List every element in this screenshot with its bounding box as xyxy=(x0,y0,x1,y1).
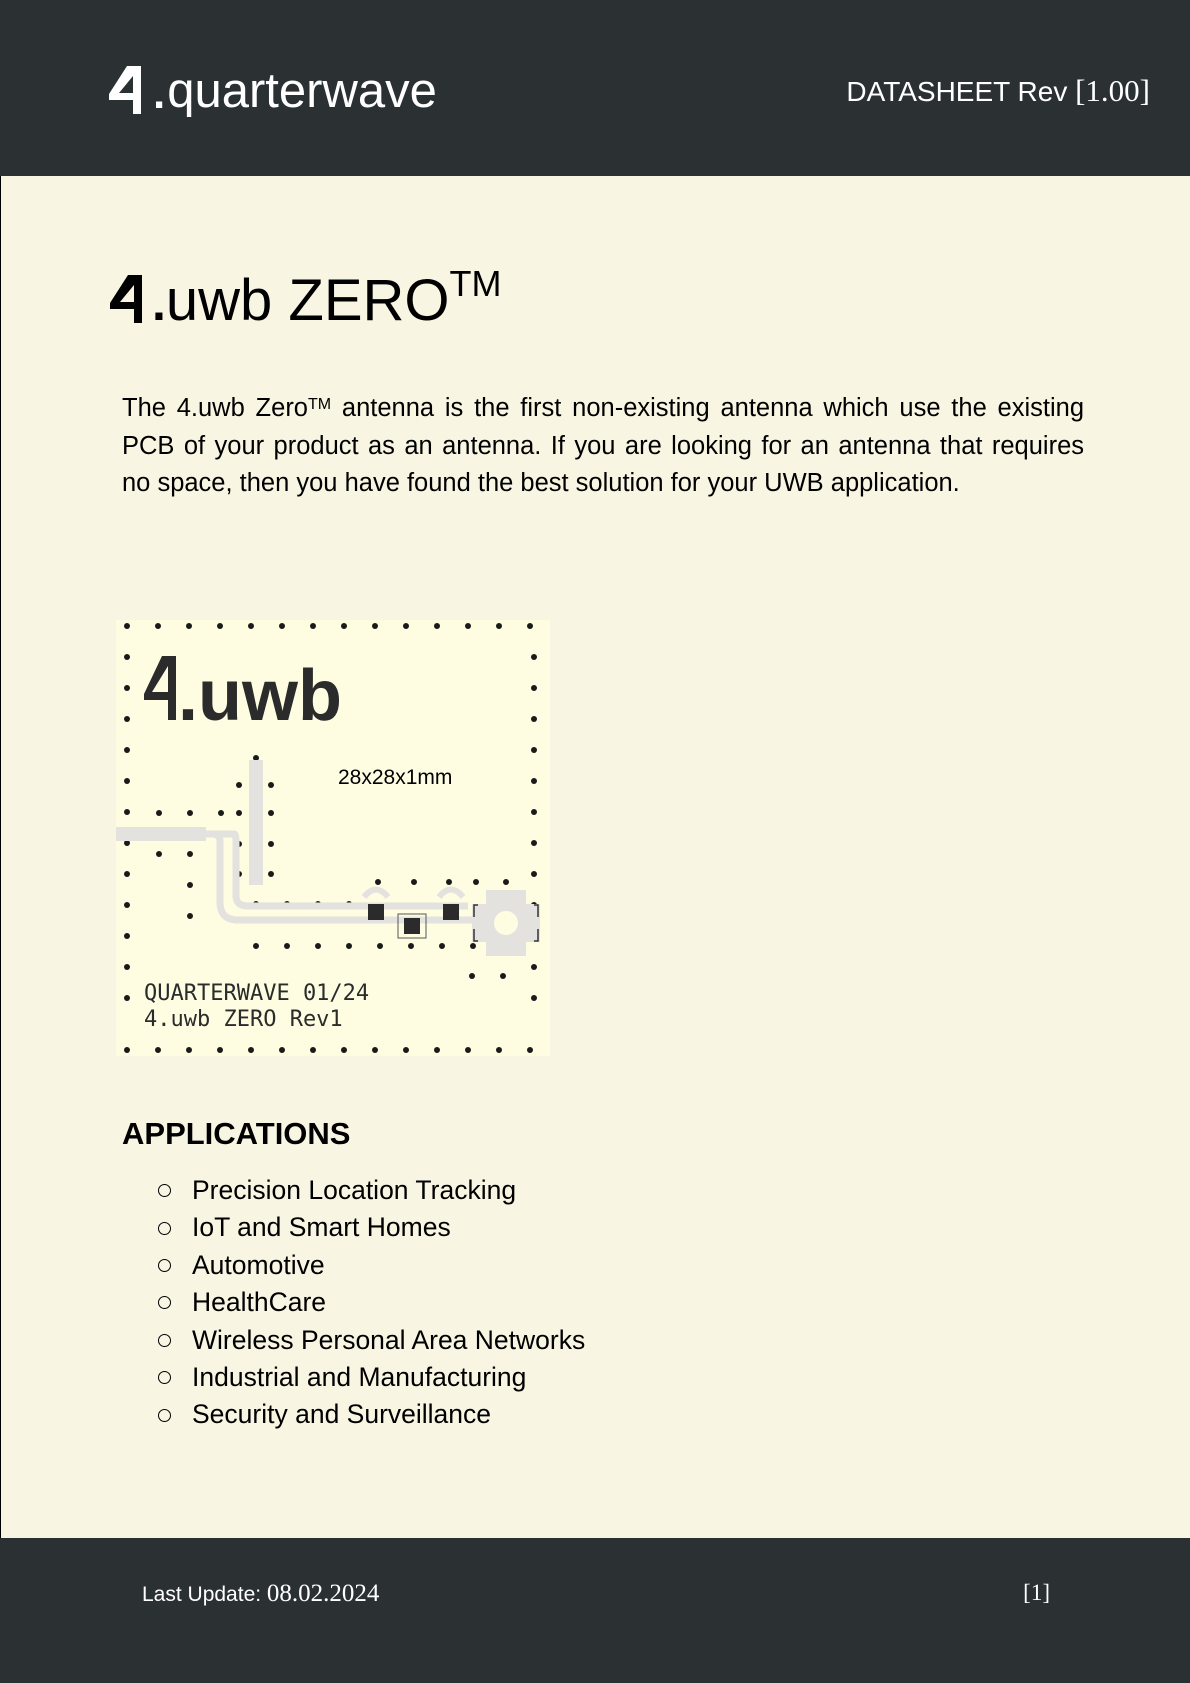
pcb-via xyxy=(124,1047,130,1053)
intro-text-start: The 4.uwb Zero xyxy=(122,394,308,422)
pcb-via xyxy=(403,623,409,629)
pcb-via xyxy=(268,871,274,877)
pcb-layout-drawing xyxy=(116,620,550,1056)
bullet-icon xyxy=(158,1184,171,1197)
pcb-via xyxy=(439,943,445,949)
bullet-icon xyxy=(158,1222,171,1235)
list-item-label: IoT and Smart Homes xyxy=(192,1212,451,1243)
pcb-via xyxy=(377,943,383,949)
list-item-label: Industrial and Manufacturing xyxy=(192,1362,527,1393)
list-item-label: Security and Surveillance xyxy=(192,1399,492,1430)
last-update-label: Last Update: xyxy=(142,1583,267,1606)
bullet-icon xyxy=(158,1259,171,1272)
pcb-via xyxy=(408,943,414,949)
pcb-via xyxy=(155,1047,161,1053)
brand-dot: . xyxy=(153,69,166,118)
intro-text-rest: antenna is the first non-existing antenna which use the existing PCB of your product as an antenna. If you are looking for an antenna that requires no space, then you have found the best solution for your UWB application. xyxy=(122,394,1084,497)
list-item xyxy=(158,1396,585,1433)
pcb-via xyxy=(124,995,130,1001)
pcb-via xyxy=(124,809,130,815)
list-item-label: Automotive xyxy=(192,1249,325,1280)
pcb-via xyxy=(346,943,352,949)
pcb-via xyxy=(531,778,537,784)
pcb-connector xyxy=(472,890,540,956)
pcb-silkscreen-line1: QUARTERWAVE 01/24 xyxy=(144,981,370,1006)
pcb-via xyxy=(124,778,130,784)
pcb-via xyxy=(156,810,162,816)
pcb-via xyxy=(531,809,537,815)
pcb-via xyxy=(527,623,533,629)
pcb-via xyxy=(531,747,537,753)
pcb-via xyxy=(268,810,274,816)
brand-logo xyxy=(107,56,437,116)
pcb-via xyxy=(310,623,316,629)
revision-label: DATASHEET Rev xyxy=(846,76,1076,107)
pcb-via xyxy=(279,1047,285,1053)
pcb-via xyxy=(124,933,130,939)
product-title-dot: . xyxy=(152,275,166,331)
pcb-via xyxy=(531,995,537,1001)
bullet-icon xyxy=(158,1334,171,1347)
revision-value: [1.00] xyxy=(1075,73,1150,108)
pcb-via xyxy=(375,879,381,885)
page-header xyxy=(0,0,1190,176)
bullet-icon xyxy=(158,1409,171,1422)
pcb-via xyxy=(403,1047,409,1053)
bullet-icon xyxy=(158,1296,171,1309)
pcb-via xyxy=(124,654,130,660)
pcb-via xyxy=(186,623,192,629)
pcb-via xyxy=(372,623,378,629)
pcb-via xyxy=(531,685,537,691)
product-title xyxy=(108,263,502,333)
pcb-via xyxy=(527,1047,533,1053)
intro-trademark: TM xyxy=(308,396,332,413)
pcb-via xyxy=(434,1047,440,1053)
pcb-components xyxy=(364,890,463,939)
pcb-via xyxy=(187,913,193,919)
pcb-via xyxy=(248,623,254,629)
applications-heading: APPLICATIONS xyxy=(122,1116,351,1151)
list-item-label: HealthCare xyxy=(192,1287,327,1318)
pcb-logo xyxy=(144,656,342,736)
pcb-via xyxy=(531,716,537,722)
pcb-via xyxy=(470,943,476,949)
pcb-via xyxy=(124,685,130,691)
pcb-via xyxy=(236,810,242,816)
four-logo-icon xyxy=(107,64,151,116)
pcb-logo-text: .uwb xyxy=(178,656,342,736)
pcb-via xyxy=(446,879,452,885)
pcb-via xyxy=(236,782,242,788)
datasheet-revision xyxy=(846,73,1150,109)
pcb-via xyxy=(217,1047,223,1053)
pcb-via xyxy=(531,964,537,970)
pcb-via xyxy=(341,623,347,629)
page-number: [1] xyxy=(1023,1580,1050,1605)
applications-list xyxy=(158,1172,585,1434)
pcb-antenna-image xyxy=(116,620,550,1056)
pcb-via xyxy=(124,871,130,877)
pcb-via xyxy=(279,623,285,629)
pcb-via xyxy=(186,1047,192,1053)
pcb-via xyxy=(496,623,502,629)
trademark-mark: TM xyxy=(449,263,502,304)
pcb-via xyxy=(465,623,471,629)
last-update xyxy=(142,1580,379,1608)
pcb-via xyxy=(531,654,537,660)
pcb-via xyxy=(434,623,440,629)
pcb-via xyxy=(268,841,274,847)
list-item-label: Precision Location Tracking xyxy=(192,1175,517,1205)
pcb-via xyxy=(124,747,130,753)
intro-paragraph xyxy=(122,390,1084,503)
pcb-via xyxy=(124,623,130,629)
list-item xyxy=(158,1209,585,1246)
pcb-via xyxy=(473,879,479,885)
pcb-via xyxy=(187,882,193,888)
pcb-via xyxy=(310,1047,316,1053)
pcb-via xyxy=(155,623,161,629)
pcb-via xyxy=(341,1047,347,1053)
page-footer xyxy=(0,1538,1190,1683)
pcb-via xyxy=(411,879,417,885)
pcb-via xyxy=(217,623,223,629)
pcb-via xyxy=(503,879,509,885)
pcb-via xyxy=(124,964,130,970)
pcb-via xyxy=(315,943,321,949)
pcb-dimensions-label: 28x28x1mm xyxy=(338,766,453,789)
product-name xyxy=(165,263,502,333)
pcb-via xyxy=(469,973,475,979)
pcb-via xyxy=(496,1047,502,1053)
pcb-via xyxy=(253,943,259,949)
list-item xyxy=(158,1322,585,1359)
bullet-icon xyxy=(158,1371,171,1384)
list-item xyxy=(158,1247,585,1284)
pcb-via xyxy=(187,851,193,857)
pcb-via xyxy=(187,810,193,816)
pcb-via xyxy=(284,943,290,949)
product-name-text: uwb ZERO xyxy=(165,268,450,333)
pcb-via xyxy=(531,840,537,846)
list-item xyxy=(158,1172,585,1209)
pcb-via xyxy=(500,973,506,979)
pcb-via xyxy=(372,1047,378,1053)
pcb-via xyxy=(248,1047,254,1053)
pcb-via xyxy=(124,902,130,908)
pcb-via xyxy=(124,716,130,722)
pcb-via xyxy=(465,1047,471,1053)
pcb-silkscreen-line2: 4.uwb ZERO Rev1 xyxy=(144,1007,343,1032)
pcb-via xyxy=(531,871,537,877)
pcb-via xyxy=(268,782,274,788)
list-item xyxy=(158,1284,585,1321)
pcb-via xyxy=(218,810,224,816)
list-item-label: Wireless Personal Area Networks xyxy=(192,1324,586,1355)
brand-name: quarterwave xyxy=(167,64,437,118)
last-update-date: 08.02.2024 xyxy=(266,1580,380,1607)
pcb-via xyxy=(156,851,162,857)
list-item xyxy=(158,1359,585,1396)
four-logo-icon xyxy=(108,274,152,324)
